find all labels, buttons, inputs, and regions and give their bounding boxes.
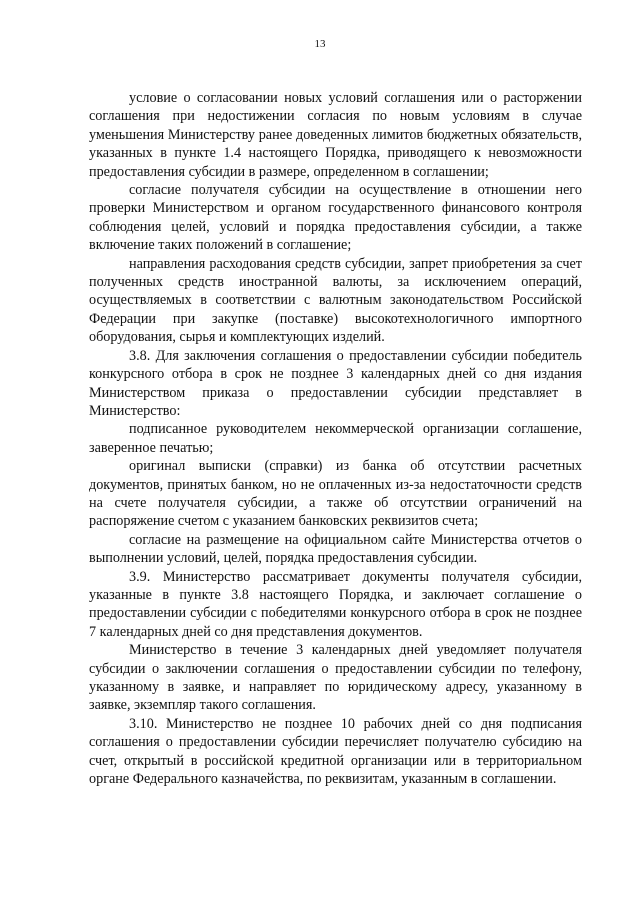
page-number: 13 [314,38,326,50]
paragraph-publication-consent: согласие на размещение на официальном сайте Министерства отчетов о выполнении условий, целей, порядка предоставления субсидии. [89,531,582,567]
document-body [89,89,582,788]
paragraph-inspection-consent: согласие получателя субсидии на осуществление в отношении него проверки Министерством и органом государственного финансового контроля соблюдения целей, условий и порядка предоставления субсидии, а также включение таких положений в соглашение; [89,182,582,254]
paragraph-bank-statement: оригинал выписки (справки) из банка об отсутствии расчетных документов, принятых банком, но не оплаченных из-за недостаточности средств на счете получателя субсидии, а также об отсутствии ограничений на распоряжение счетом с указанием банковских реквизитов счета; [89,458,582,530]
paragraph-section-3-9: 3.9. Министерство рассматривает документы получателя субсидии, указанные в пункте 3.8 настоящего Порядка, и заключает соглашение о предоставлении субсидии с победителями конкурсного отбора в срок не позднее 7 календарных дней со дня представления документов. [89,568,582,640]
paragraph-notification: Министерство в течение 3 календарных дней уведомляет получателя субсидии о заключении соглашения о предоставлении субсидии по телефону, указанному в заявке, и направляет по юридическому адресу, указанному в заявке, экземпляр такого соглашения. [89,642,582,714]
paragraph-spending-directions: направления расходования средств субсидии, запрет приобретения за счет полученных средств иностранной валюты, за исключением операций, осуществляемых в соответствии с валютным законодательством Российской Федерации при закупке (поставке) высокотехнологичного импортного оборудования, сырья и комплектующих изделий. [89,255,582,346]
paragraph-signed-agreement: подписанное руководителем некоммерческой организации соглашение, заверенное печатью; [89,421,582,456]
paragraph-agreement-change-condition: условие о согласовании новых условий соглашения или о расторжении соглашения при недостижении согласия по новым условиям в случае уменьшения Министерству ранее доведенных лимитов бюджетных обязательств, указанных в пункте 1.4 настоящего Порядка, приводящего к невозможности предоставления субсидии в размере, определенном в соглашении; [89,90,582,180]
paragraph-section-3-10: 3.10. Министерство не позднее 10 рабочих дней со дня подписания соглашения о предоставлении субсидии перечисляет получателю субсидию на счет, открытый в российской кредитной организации или в территориальном органе Федерального казначейства, по реквизитам, указанным в соглашении. [89,715,582,788]
paragraph-section-3-8: 3.8. Для заключения соглашения о предоставлении субсидии победитель конкурсного отбора в срок не позднее 3 календарных дней со дня издания Министерством приказа о предоставлении субсидии представляет в Министерство: [89,347,582,419]
